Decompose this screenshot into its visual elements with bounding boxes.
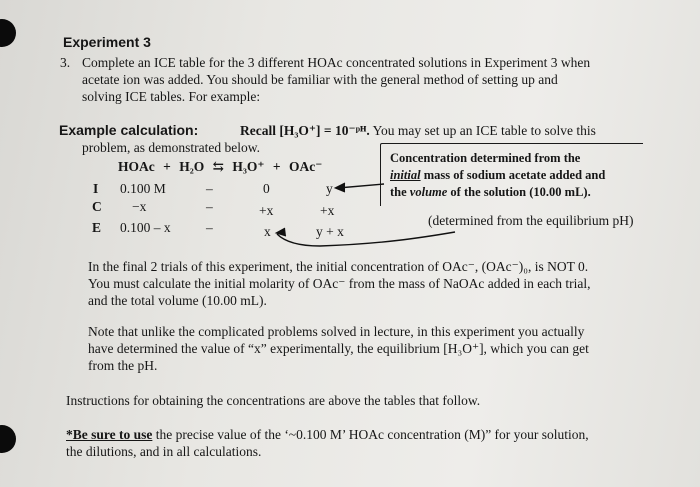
ice-cell: – — [206, 199, 213, 214]
ice-cell: 0.100 – x — [120, 220, 171, 235]
ice-cell: – — [206, 181, 213, 196]
example-line: problem, as demonstrated below. — [82, 140, 260, 155]
recall-text: Recall [H₃O⁺] = 10⁻ᵖᴴ. — [240, 123, 370, 138]
paragraph-line: from the pH. — [88, 358, 158, 373]
be-sure-line: the dilutions, and in all calculations. — [66, 444, 262, 459]
be-sure-text: the precise value of the ‘~0.100 M’ HOAc concentration (M)” for your solution, — [152, 427, 589, 442]
recall-tail: You may set up an ICE table to solve this — [369, 123, 596, 138]
ice-cell: x — [264, 224, 271, 239]
paragraph-line: You must calculate the initial molarity of OAc⁻ from the mass of NaOAc added in each trial, — [88, 276, 591, 291]
question-number: 3. — [60, 55, 71, 70]
ice-cell: +x — [320, 203, 335, 218]
question-line: solving ICE tables. For example: — [82, 89, 261, 104]
equilibrium-note: (determined from the equilibrium pH) — [428, 213, 634, 228]
species-oac: OAc⁻ — [288, 159, 323, 174]
question-line: Complete an ICE table for the 3 different HOAc concentrated solutions in Experiment 3 when — [82, 55, 591, 70]
paragraph-line: Note that unlike the complicated problems solved in lecture, in this experiment you actually — [88, 324, 585, 339]
ice-cell: – — [206, 220, 213, 235]
note-volume: volume — [409, 185, 448, 199]
species-h3o: H₃O⁺ — [232, 159, 265, 174]
paragraph-line: and the total volume (10.00 mL). — [88, 293, 267, 308]
species-h2o: H₂O — [179, 159, 205, 174]
be-sure-line — [66, 426, 589, 443]
arrowhead — [335, 183, 345, 192]
equilibrium-arrow: ⇆ — [212, 159, 224, 174]
ice-cell: 0 — [263, 181, 270, 196]
example-label: Example calculation: — [59, 122, 199, 138]
note-text: mass of sodium acetate added and — [420, 168, 606, 182]
paragraph-line: In the final 2 trials of this experiment, the initial concentration of OAc⁻, (OAc⁻)₀, is NOT 0. — [88, 259, 589, 274]
ice-cell: y + x — [316, 224, 344, 239]
plus-sign: + — [163, 159, 171, 174]
ice-cell: +x — [259, 203, 274, 218]
be-sure-emphasis: *Be sure to use — [66, 427, 153, 442]
ice-row-label: E — [92, 220, 102, 235]
paragraph-line: have determined the value of “x” experimentally, the equilibrium [H₃O⁺], which you can get — [88, 341, 589, 356]
plus-sign: + — [272, 159, 281, 174]
note-text: the — [390, 185, 410, 199]
ice-row-label: I — [93, 181, 99, 196]
experiment-heading: Experiment 3 — [63, 34, 151, 50]
arrow-to-x — [277, 232, 455, 246]
note-line: Concentration determined from the — [390, 151, 581, 165]
note-text: of the solution (10.00 mL). — [447, 185, 591, 199]
ice-row-label: C — [92, 199, 102, 214]
species-hoac: HOAc — [118, 159, 155, 174]
question-line: acetate ion was added. You should be familiar with the general method of setting up and — [82, 72, 558, 87]
instructions-line: Instructions for obtaining the concentrations are above the tables that follow. — [66, 393, 481, 408]
ice-cell: 0.100 M — [120, 181, 166, 196]
ice-cell: −x — [132, 199, 147, 214]
ice-cell: y — [326, 181, 333, 196]
note-initial: initial — [390, 168, 421, 182]
